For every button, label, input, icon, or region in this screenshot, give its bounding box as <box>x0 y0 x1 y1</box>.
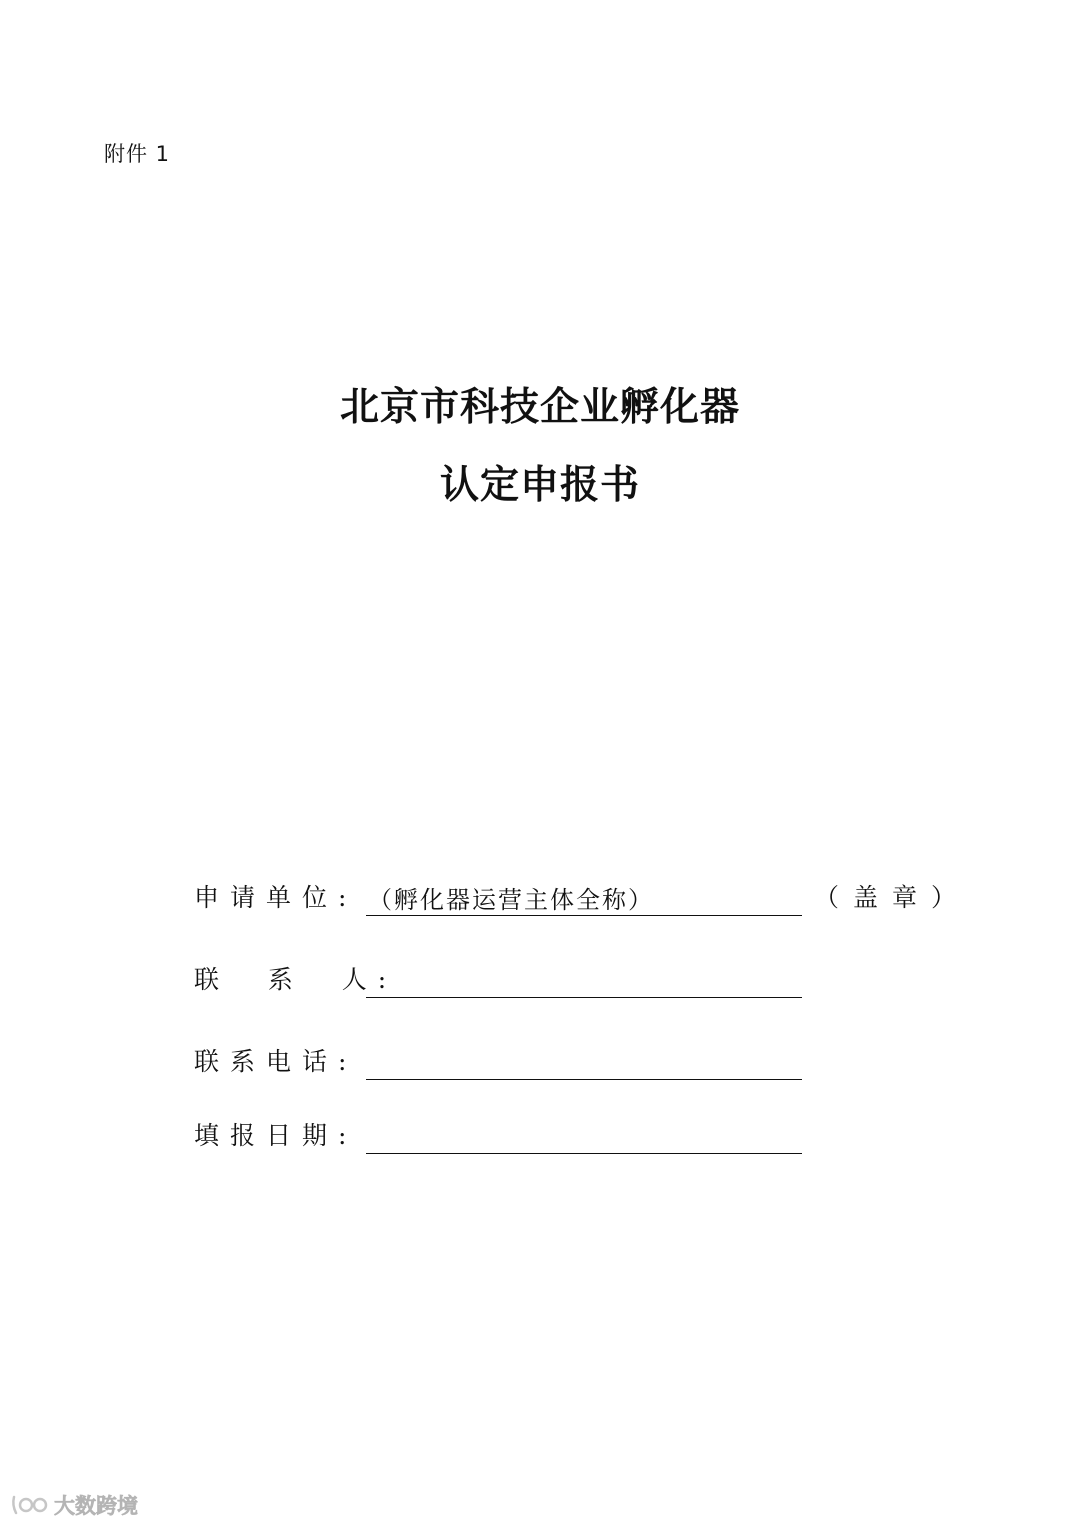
document-title <box>0 368 1080 524</box>
seal-note: （盖章） <box>814 883 971 912</box>
fill-date-field[interactable] <box>366 1123 802 1154</box>
title-line-2: 认定申报书 <box>439 462 640 508</box>
watermark <box>10 1490 138 1520</box>
title-line-1: 北京市科技企业孵化器 <box>339 384 740 430</box>
applicant-label: 申请单位: <box>194 883 358 912</box>
form-row-contact-person <box>194 962 954 1002</box>
applicant-field[interactable] <box>366 885 802 916</box>
watermark-text: 大数跨境 <box>54 1494 138 1518</box>
watermark-logo-icon <box>10 1493 50 1517</box>
fill-date-label: 填报日期: <box>194 1121 358 1150</box>
contact-phone-field[interactable] <box>366 1049 802 1080</box>
contact-phone-label: 联系电话: <box>194 1047 358 1076</box>
attachment-label: 附件 1 <box>104 142 171 166</box>
form-row-fill-date <box>194 1118 954 1158</box>
form-row-applicant <box>194 880 971 920</box>
contact-person-label-text: 联 系 人: <box>194 965 398 994</box>
contact-person-field[interactable] <box>366 967 802 998</box>
applicant-value: （孵化器运营主体全称） <box>368 886 654 914</box>
form-row-contact-phone <box>194 1044 954 1084</box>
